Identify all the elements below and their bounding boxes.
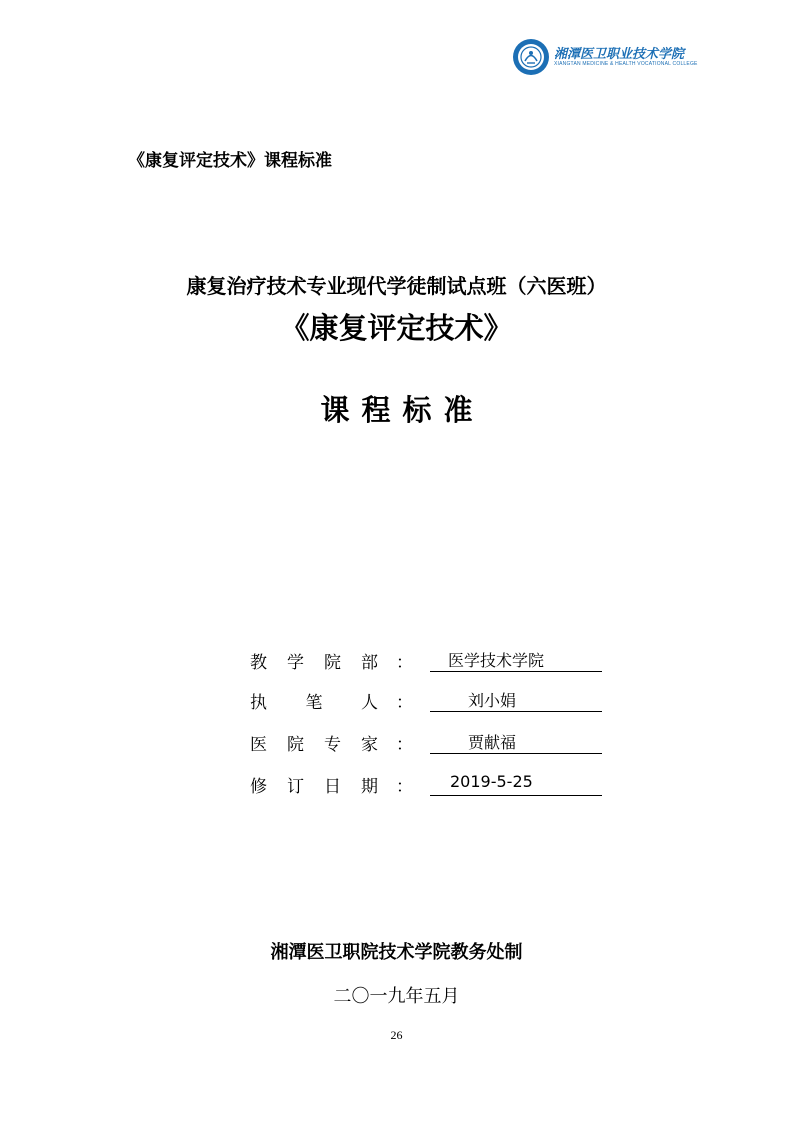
program-subtitle: 康复治疗技术专业现代学徒制试点班（六医班）: [186, 274, 607, 298]
document-type: 课程标准: [320, 393, 485, 427]
info-value-author: 刘小娟: [430, 688, 602, 712]
info-colon: ：: [396, 693, 413, 713]
info-value-revision-date: 2019-5-25: [430, 772, 602, 796]
document-heading: 《康复评定技术》课程标准: [128, 151, 332, 171]
course-title: 《康复评定技术》: [280, 311, 513, 345]
college-logo: [512, 38, 698, 78]
info-colon: ：: [396, 653, 413, 673]
info-colon: ：: [396, 777, 413, 797]
info-label-department: 教 学 院 部: [250, 653, 378, 673]
page-number: 26: [390, 1028, 403, 1042]
info-label-hospital-expert: 医 院 专 家: [250, 735, 378, 755]
info-value-department: 医学技术学院: [430, 648, 602, 672]
info-value-hospital-expert: 贾献福: [430, 730, 602, 754]
info-row-revision-date: [250, 772, 610, 798]
college-seal-icon: [512, 38, 550, 76]
info-label-revision-date: 修 订 日 期: [250, 777, 378, 797]
info-colon: ：: [396, 735, 413, 755]
info-row-hospital-expert: [250, 730, 610, 756]
logo-college-english: XIANGTAN MEDICINE & HEALTH VOCATIONAL COLLEGE: [554, 61, 698, 67]
issuer: 湘潭医卫职院技术学院教务处制: [270, 942, 523, 963]
info-row-author: [250, 688, 610, 714]
logo-college-name: 湘潭医卫职业技术学院: [554, 47, 685, 62]
info-label-author: 执 笔 人: [250, 693, 378, 713]
issue-date: 二〇一九年五月: [333, 986, 460, 1007]
info-row-department: [250, 648, 610, 674]
